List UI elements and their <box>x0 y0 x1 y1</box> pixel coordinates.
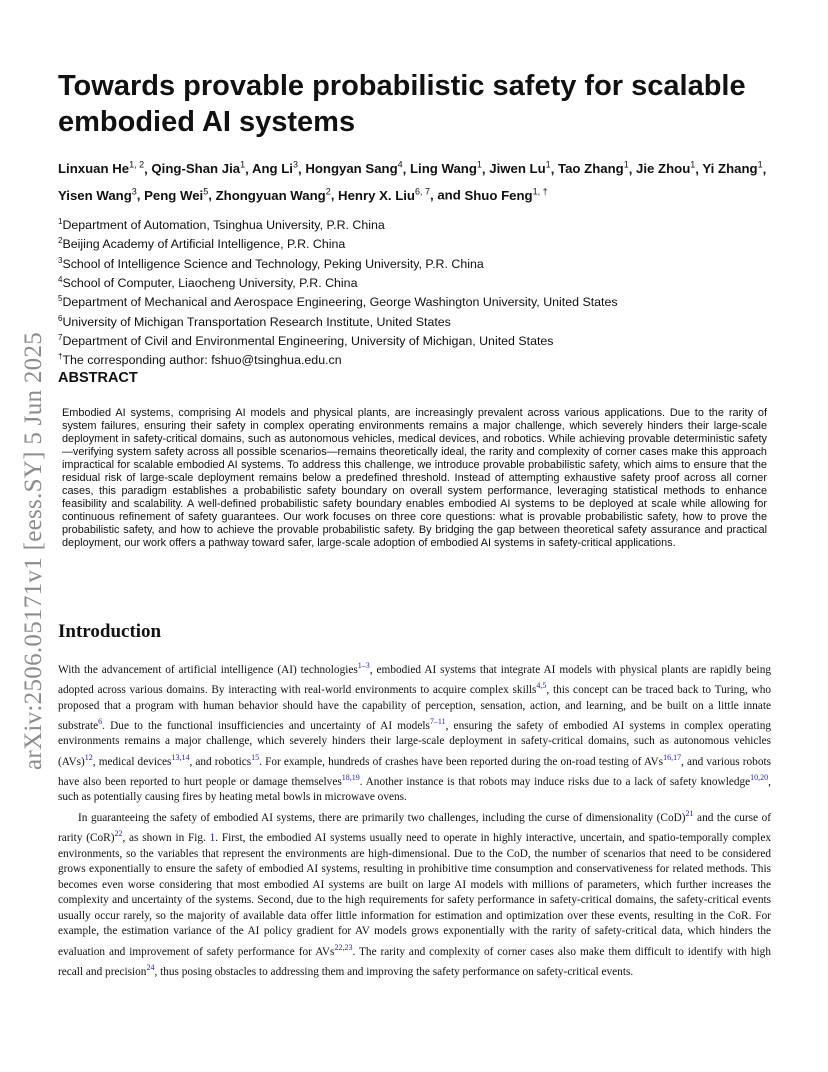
author-list: Linxuan He$^{1, 2}$, Qing-Shan Jia$^1$, Ang Li$^3$, Hongyan Sang$^4$, Ling Wang$^1$, Jiwen Lu$^1$, Tao Zhang$^1$, Jie Zhou$^1$, Yi Zhang$^1$, Yisen Wang$^3$, Peng Wei$^5$, Zhongyuan Wang$^2$, Henry X. Liu$^{6, 7}$, and Shuo Feng$^{1, \dagger}$ <box>58 160 767 203</box>
citation-link[interactable]: 18,19 <box>341 773 360 783</box>
citation-link[interactable]: 10,20 <box>750 773 769 783</box>
affiliation-line <box>58 214 778 233</box>
author-affil-mark: 1 <box>623 160 629 170</box>
introduction-paragraph-1 <box>58 658 771 806</box>
text-run: , as shown in Fig. <box>122 832 210 845</box>
affiliation-line <box>58 330 778 349</box>
affiliation-line <box>58 233 778 252</box>
author-name: Shuo Feng <box>464 187 533 203</box>
citation-link[interactable]: 1–3 <box>357 661 370 670</box>
author-affil-mark: 4 <box>397 160 403 170</box>
text-run: , this concept can be traced back to Turing, who proposed that a program with human behavior should have the capability of perception, sensation, action, and learning, and be built on a little innate substrate <box>58 684 771 732</box>
text-run: , and various robots have also been reported to hurt people or damage themselves <box>58 755 771 788</box>
affiliation-mark: 6 <box>58 313 63 323</box>
affiliation-text: School of Computer, Liaocheng University, P.R. China <box>62 276 358 291</box>
affiliation-line <box>58 253 778 272</box>
author <box>702 161 762 176</box>
author-name: Linxuan He <box>58 161 130 177</box>
affiliation-text: Department of Automation, Tsinghua University, P.R. China <box>62 218 385 233</box>
author <box>144 188 208 203</box>
author <box>338 188 430 203</box>
affiliation-line <box>58 349 778 368</box>
affiliation-text: Department of Civil and Environmental Engineering, University of Michigan, United States <box>62 334 554 349</box>
paper-title: Towards provable probabilistic safety for scalable embodied AI systems <box>58 70 746 138</box>
citation-link[interactable]: 22 <box>114 829 123 839</box>
text-run: , medical devices <box>92 755 172 768</box>
citation-link[interactable]: 12 <box>84 752 93 762</box>
citation-link[interactable]: 22,23 <box>334 942 353 952</box>
introduction-paragraph-2 <box>58 806 771 980</box>
text-run: . The rarity and complexity of corner cases also make them difficult to identify with high recall and precision <box>58 945 771 978</box>
arxiv-side-stamp: arXiv:2506.05171v1 [eess.SY] 5 Jun 2025 <box>20 331 47 770</box>
citation-link[interactable]: 21 <box>685 809 694 818</box>
author-affil-mark: 6, 7 <box>415 186 431 197</box>
affiliation-text: Beijing Academy of Artificial Intelligence, P.R. China <box>62 237 346 252</box>
author-name: Ling Wang <box>410 161 477 177</box>
text-run: In guaranteeing the safety of embodied AI systems, there are primarily two challenges, including the curse of dimensionality (CoD) <box>78 811 686 824</box>
citation-link[interactable]: 6 <box>98 717 103 727</box>
text-run: , such as potentially causing fires by heating metal bowls in microwave ovens. <box>58 775 771 804</box>
figure-link[interactable]: 1 <box>209 832 216 845</box>
author <box>489 161 550 176</box>
author-affil-mark: 1 <box>757 160 763 170</box>
author-name: Yi Zhang <box>702 161 758 177</box>
affiliation-mark: 3 <box>58 255 63 265</box>
author-affil-mark: 3 <box>131 186 137 197</box>
author-affil-mark: 1 <box>545 160 551 170</box>
author-affil-mark: 3 <box>292 160 298 170</box>
affiliation-mark: 7 <box>58 332 63 342</box>
affiliation-list <box>58 214 778 369</box>
author-name: Zhongyuan Wang <box>215 187 326 203</box>
author <box>305 161 402 176</box>
author <box>151 161 245 176</box>
author-name: Hongyan Sang <box>305 161 398 177</box>
text-run: . First, the embodied AI systems usually need to operate in highly interactive, uncertain, and spatio-temporally complex environments, so the variables that represent the environments are high-dimensional. Due to the CoD, the number of scenarios that need to be considered grows exponentially to ensure the safety of embodied AI systems, resulting in prohibitive time consumption and conservativeness for related methods. This becomes even worse considering that most embodied AI systems are built on large AI models with millions of parameters, which further increases the complexity and uncertainty of the systems. Second, due to the high requirements for safety performance in safety-critical domains, the safety-critical events usually occur rarely, so the majority of available data offer little information for estimation and optimization over these events, resulting in the CoR. For example, the estimation variance of the AI policy gradient for AV models grows exponentially with the rarity of safety-critical data, which hinders the evaluation and improvement of safety performance for AVs <box>58 832 771 958</box>
text-run: , embodied AI systems that integrate AI models with physical plants are rapidly being adopted across various domains. By interacting with real-world environments to acquire complex skills <box>58 663 771 697</box>
author <box>410 161 482 176</box>
author-name: Jie Zhou <box>636 161 691 177</box>
text-run: , ensuring the safety of embodied AI systems in complex operating environments remains a major challenge, which severely hinders their large-scale deployment in safety-critical domains, such as autonomous vehicles (AVs) <box>58 719 771 768</box>
author-name: Tao Zhang <box>558 161 624 177</box>
introduction-heading: Introduction <box>58 621 162 642</box>
text-run: With the advancement of artificial intelligence (AI) technologies <box>58 663 358 676</box>
affiliation-mark: 1 <box>58 217 63 226</box>
author-name: Yisen Wang <box>58 187 132 203</box>
author-name: Jiwen Lu <box>489 161 546 177</box>
citation-link[interactable]: 7–11 <box>429 717 446 727</box>
author-name: Qing-Shan Jia <box>151 161 241 177</box>
abstract-heading: ABSTRACT <box>58 370 138 386</box>
text-run: . Another instance is that robots may induce risks due to a lack of safety knowledge <box>359 775 751 788</box>
abstract-text: Embodied AI systems, comprising AI models and physical plants, are increasingly prevalent across various applications. Due to the rarity of system failures, ensuring their safety in complex operating environments remains a major challenge, which severely hinders their large-scale deployment in safety-critical domains, such as autonomous vehicles, medical devices, and robotics. While achieving provable deterministic safety—verifying system safety across all possible scenarios—remains theoretically ideal, the rarity and complexity of corner cases make this approach impractical for scalable embodied AI systems. To address this challenge, we introduce provable probabilistic safety, which aims to ensure that the residual risk of large-scale deployment remains below a predefined threshold. Instead of attempting exhaustive safety proof across all corner cases, this paradigm establishes a probabilistic safety boundary on overall system performance, leveraging statistical methods to enhance feasibility and scalability. A well-defined probabilistic safety boundary enables embodied AI systems to be deployed at scale while allowing for continuous refinement of safety guarantees. Our work focuses on three core questions: what is provable probabilistic safety, how to prove the probabilistic safety, and how to achieve the provable probabilistic safety. By bridging the gap between theoretical safety assurance and practical deployment, our work offers a pathway toward safer, large-scale adoption of embodied AI systems in safety-critical applications. <box>62 407 767 549</box>
author <box>464 188 547 203</box>
affiliation-text: Department of Mechanical and Aerospace Engineering, George Washington University, United States <box>62 295 618 310</box>
citation-link[interactable]: 16,17 <box>663 752 682 762</box>
text-run: and the curse of rarity (CoR) <box>58 811 772 845</box>
author <box>636 161 695 176</box>
text-run: , and robotics <box>189 755 252 768</box>
citation-link[interactable]: 24 <box>146 962 155 972</box>
author <box>58 188 137 203</box>
affiliation-line <box>58 291 778 310</box>
citation-link[interactable]: 15 <box>251 752 260 762</box>
author-affil-mark: 1, † <box>532 186 548 197</box>
author <box>216 188 331 203</box>
affiliation-mark: 4 <box>58 274 63 284</box>
author <box>58 161 144 176</box>
author-affil-mark: 2 <box>325 186 331 197</box>
affiliation-text: School of Intelligence Science and Technology, Peking University, P.R. China <box>62 256 484 271</box>
citation-link[interactable]: 4,5 <box>536 681 547 691</box>
affiliation-line <box>58 272 778 291</box>
author-affil-mark: 1 <box>240 160 246 170</box>
text-run: . For example, hundreds of crashes have been reported during the on-road testing of AVs <box>259 755 664 768</box>
affiliation-mark: 5 <box>58 294 63 304</box>
text-run: . Due to the functional insufficiencies and uncertainty of AI models <box>102 719 430 732</box>
affiliation-line <box>58 311 778 330</box>
citation-link[interactable]: 13,14 <box>171 752 190 762</box>
author <box>558 161 629 176</box>
author-affil-mark: 1, 2 <box>129 160 145 170</box>
text-run: , thus posing obstacles to addressing them and improving the safety performance on safety-critical events. <box>154 965 634 978</box>
author-name: Peng Wei <box>144 187 204 203</box>
author-affil-mark: 1 <box>690 160 696 170</box>
affiliation-mark: 2 <box>58 236 63 246</box>
author-affil-mark: 5 <box>203 186 209 197</box>
author-name: Ang Li <box>251 161 293 177</box>
affiliation-text: University of Michigan Transportation Research Institute, United States <box>62 314 451 329</box>
author <box>252 161 298 176</box>
author-affil-mark: 1 <box>476 160 482 170</box>
author-name: Henry X. Liu <box>338 187 415 203</box>
affiliation-mark: † <box>58 352 63 362</box>
affiliation-text: The corresponding author: fshuo@tsinghua.edu.cn <box>62 353 342 368</box>
